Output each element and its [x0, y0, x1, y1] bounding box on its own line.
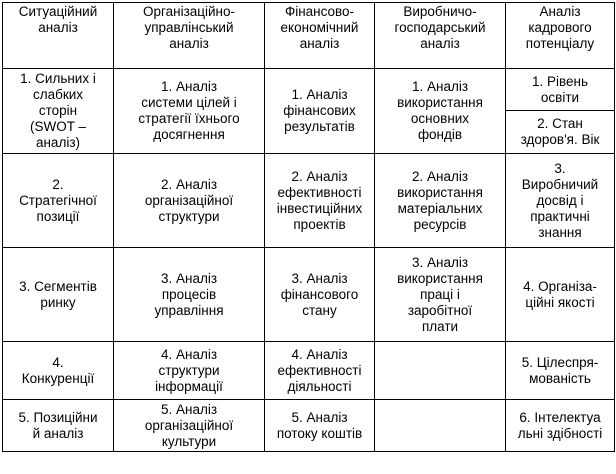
header-situational: Ситуаційний аналіз [3, 3, 114, 69]
table-row [3, 342, 615, 400]
header-financial: Фінансово- економічний аналіз [265, 3, 375, 69]
analysis-table [2, 2, 615, 452]
header-row [3, 3, 615, 69]
table-row [3, 154, 615, 248]
table-row [3, 69, 615, 111]
table-cell: 2. Аналіз організаційної структури [114, 154, 265, 248]
header-production: Виробничо- господарський аналіз [375, 3, 506, 69]
table-cell: 1. Сильних і слабких сторін (SWOT – аналіз) [3, 69, 114, 154]
table-cell: 4. Конкуренції [3, 342, 114, 400]
table-cell: 5. Позиційни й аналіз [3, 400, 114, 452]
table-cell: 4. Організа- ційні якості [506, 248, 615, 342]
table-cell: 5. Цілеспря- мованість [506, 342, 615, 400]
table-cell: 1. Аналіз використання основних фондів [375, 69, 506, 154]
table-cell: 4. Аналіз структури інформації [114, 342, 265, 400]
table-cell: 2. Стан здоров'я. Вік [506, 111, 615, 154]
table-row [3, 400, 615, 452]
table-cell: 1. Аналіз системи цілей і стратегії їхнього досягнення [114, 69, 265, 154]
header-personnel: Аналіз кадрового потенціалу [506, 3, 615, 69]
table-cell [375, 342, 506, 400]
table-cell [375, 400, 506, 452]
table-cell: 2. Аналіз використання матеріальних ресурсів [375, 154, 506, 248]
table-cell: 3. Виробничий досвід і практичні знання [506, 154, 615, 248]
table-cell: 1. Аналіз фінансових результатів [265, 69, 375, 154]
table-cell: 4. Аналіз ефективності діяльності [265, 342, 375, 400]
table-cell: 1. Рівень освіти [506, 69, 615, 111]
table-cell: 3. Аналіз процесів управління [114, 248, 265, 342]
table-cell: 6. Інтелектуа льні здібності [506, 400, 615, 452]
table-cell: 2. Аналіз ефективності інвестиційних проектів [265, 154, 375, 248]
table-cell: 3. Аналіз фінансового стану [265, 248, 375, 342]
table-cell: 2. Стратегічної позиції [3, 154, 114, 248]
table-cell: 3. Аналіз використання праці і заробітної плати [375, 248, 506, 342]
table-row [3, 248, 615, 342]
table-cell: 5. Аналіз організаційної культури [114, 400, 265, 452]
table-cell: 5. Аналіз потоку коштів [265, 400, 375, 452]
header-organizational: Організаційно- управлінський аналіз [114, 3, 265, 69]
table-cell: 3. Сегментів ринку [3, 248, 114, 342]
